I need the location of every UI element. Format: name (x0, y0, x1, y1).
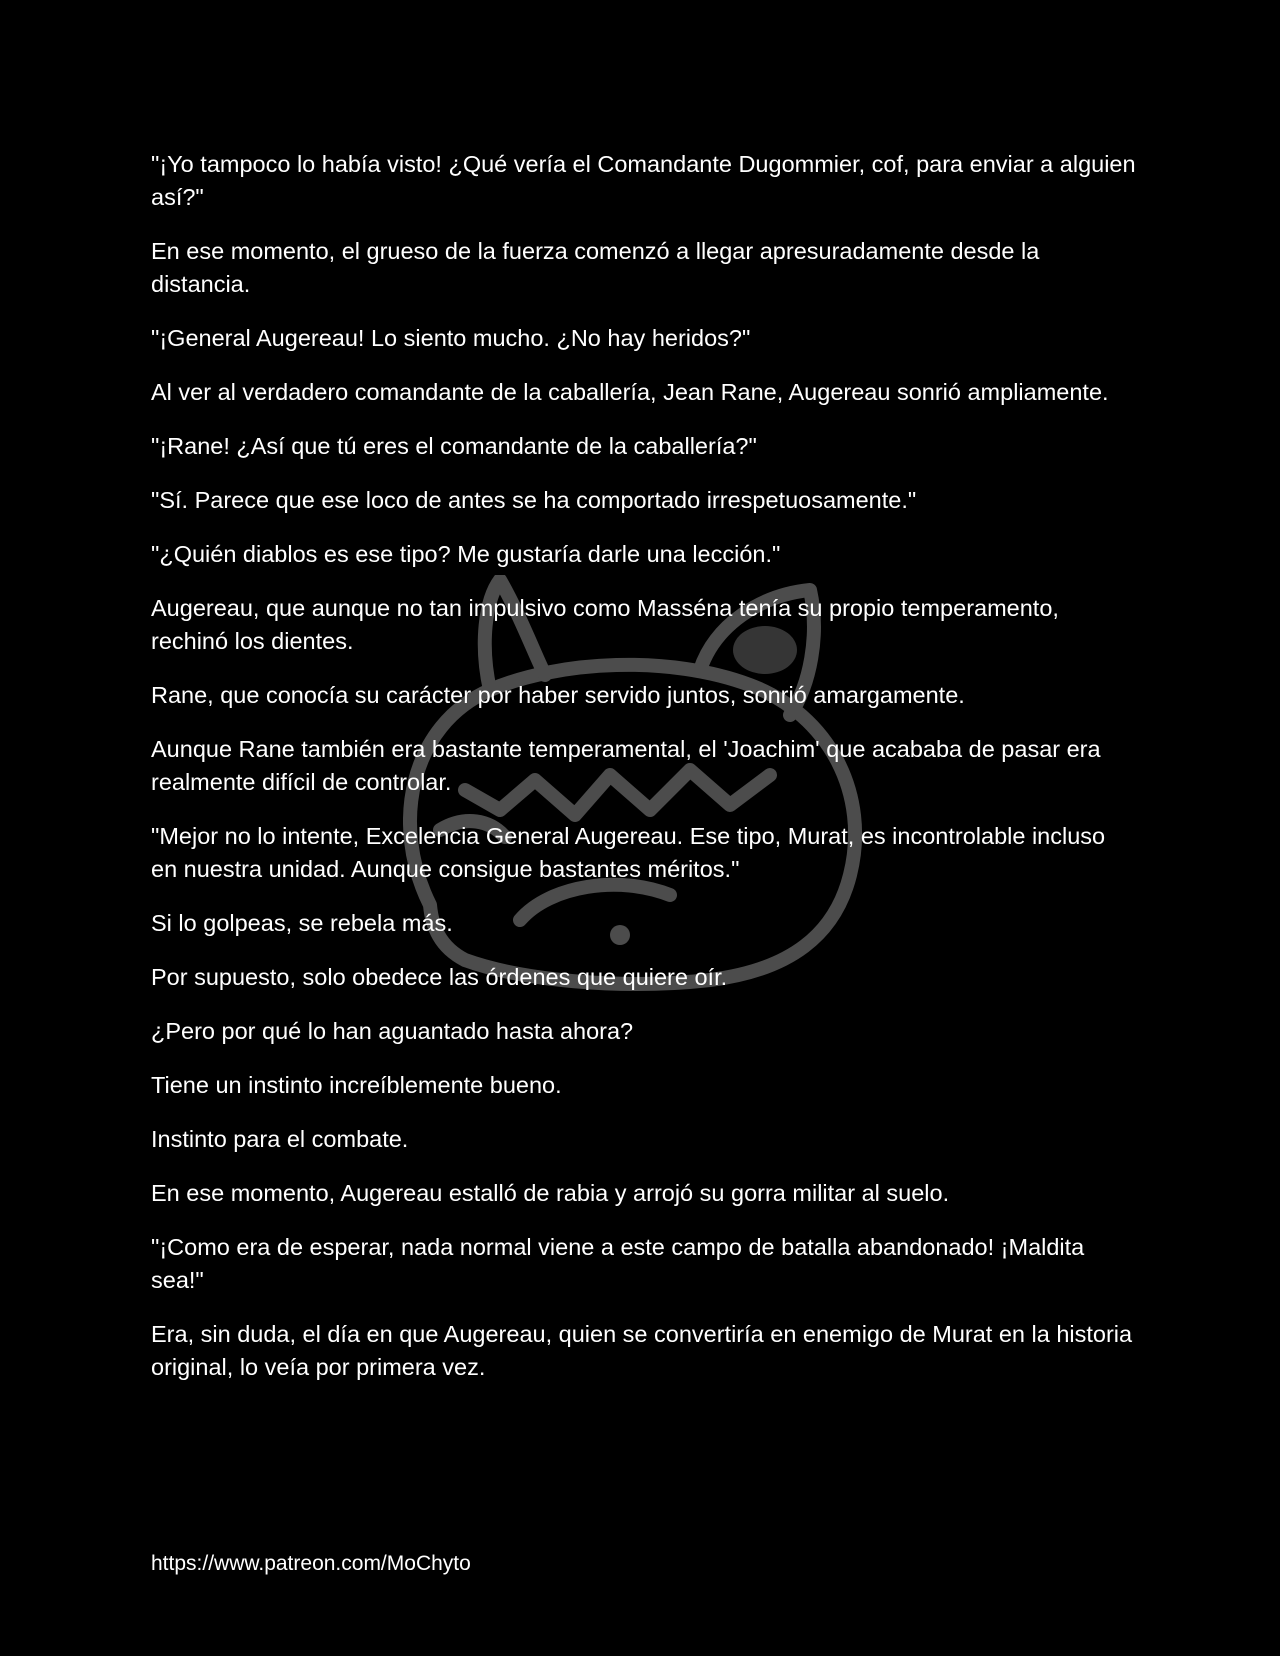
paragraph: "¡Yo tampoco lo había visto! ¿Qué vería el Comandante Dugommier, cof, para enviar a alguien así?" (151, 151, 1136, 210)
paragraph: Tiene un instinto increíblemente bueno. (151, 1072, 562, 1098)
paragraph: ¿Pero por qué lo han aguantado hasta ahora? (151, 1018, 634, 1044)
paragraph: Instinto para el combate. (151, 1126, 409, 1152)
story-text (151, 148, 1136, 1405)
paragraph: Aunque Rane también era bastante temperamental, el 'Joachim' que acababa de pasar era realmente difícil de controlar. (151, 736, 1101, 795)
paragraph: "Mejor no lo intente, Excelencia General Augereau. Ese tipo, Murat, es incontrolable incluso en nuestra unidad. Aunque consigue bastantes méritos." (151, 823, 1106, 882)
paragraph: En ese momento, Augereau estalló de rabia y arrojó su gorra militar al suelo. (151, 1180, 950, 1206)
paragraph: Por supuesto, solo obedece las órdenes que quiere oír. (151, 964, 728, 990)
paragraph: Al ver al verdadero comandante de la caballería, Jean Rane, Augereau sonrió ampliamente. (151, 379, 1109, 405)
paragraph: Augereau, que aunque no tan impulsivo como Masséna tenía su propio temperamento, rechinó los dientes. (151, 595, 1059, 654)
paragraph: "¡Como era de esperar, nada normal viene a este campo de batalla abandonado! ¡Maldita sea!" (151, 1234, 1085, 1293)
paragraph: Rane, que conocía su carácter por haber servido juntos, sonrió amargamente. (151, 682, 965, 708)
paragraph: "¿Quién diablos es ese tipo? Me gustaría darle una lección." (151, 541, 781, 567)
paragraph: Si lo golpeas, se rebela más. (151, 910, 453, 936)
paragraph: "Sí. Parece que ese loco de antes se ha comportado irrespetuosamente." (151, 487, 917, 513)
paragraph: Era, sin duda, el día en que Augereau, quien se convertiría en enemigo de Murat en la historia original, lo veía por primera vez. (151, 1321, 1133, 1380)
paragraph: "¡General Augereau! Lo siento mucho. ¿No hay heridos?" (151, 325, 751, 351)
patreon-link[interactable]: https://www.patreon.com/MoChyto (151, 1552, 471, 1575)
paragraph: En ese momento, el grueso de la fuerza comenzó a llegar apresuradamente desde la distancia. (151, 238, 1040, 297)
paragraph: "¡Rane! ¿Así que tú eres el comandante de la caballería?" (151, 433, 757, 459)
